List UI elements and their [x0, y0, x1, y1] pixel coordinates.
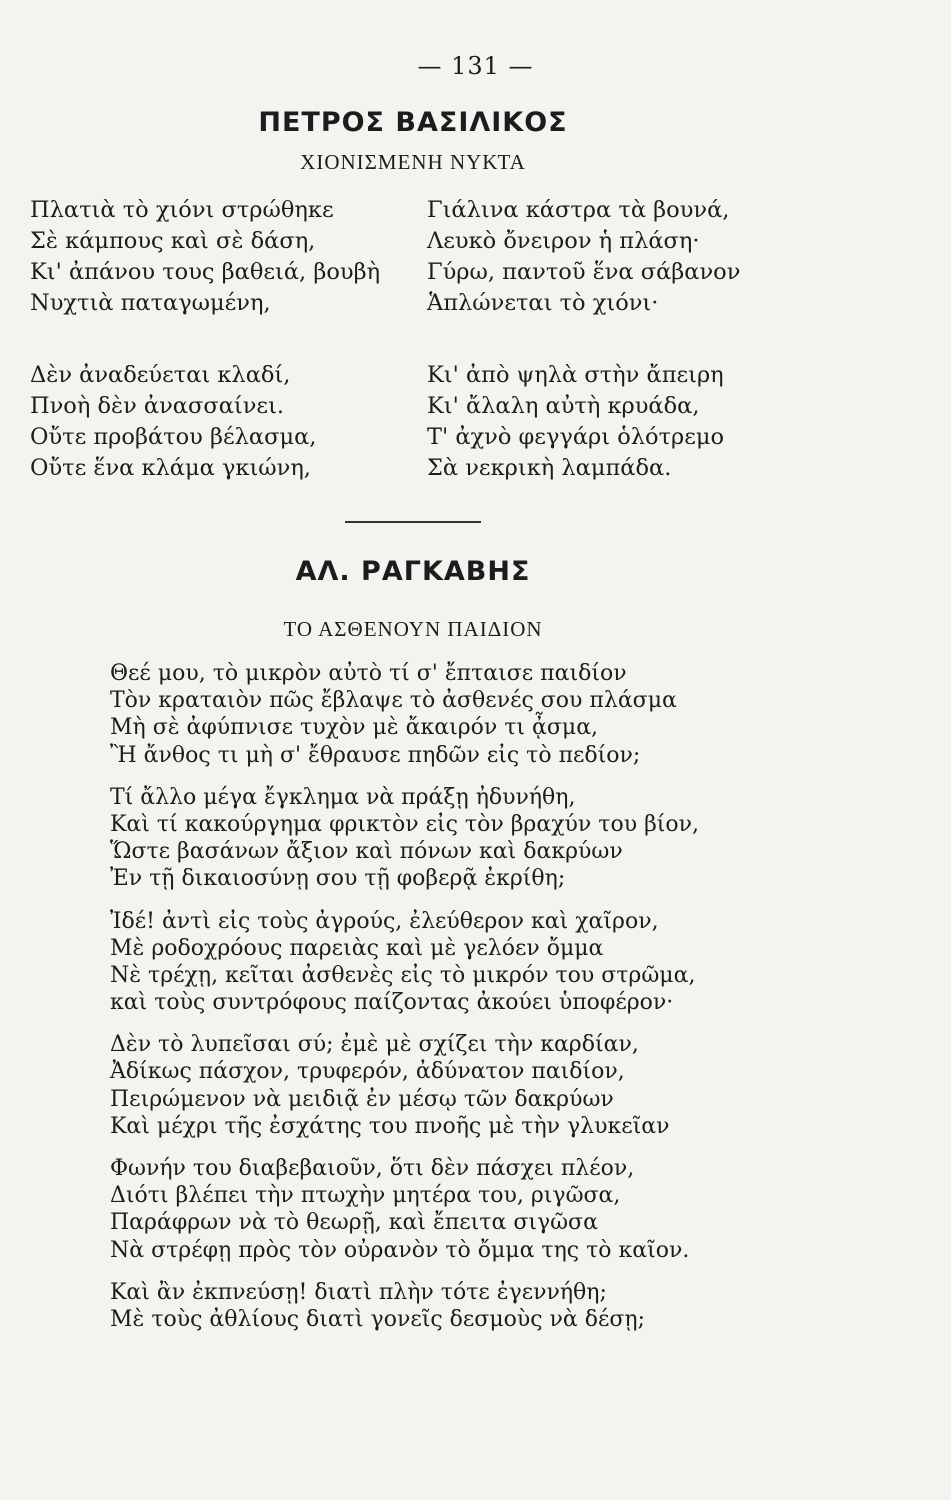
verse-line: Ὥστε βασάνων ἄξιον καὶ πόνων καὶ δακρύων: [110, 839, 623, 865]
verse-line: Καὶ ἂν ἐκπνεύσῃ! διατὶ πλὴν τότε ἐγεννήθη;: [110, 1279, 607, 1305]
verse-line: Φωνήν του διαβεβαιοῦν, ὅτι δὲν πάσχει πλέον,: [110, 1156, 635, 1181]
verse-line: Σὰ νεκρικὴ λαμπάδα.: [427, 455, 672, 481]
page-number: — 131 —: [417, 52, 534, 80]
verse-line: Λευκὸ ὄνειρον ἡ πλάση·: [427, 228, 700, 254]
poem1-author: ΠΕΤΡΟΣ ΒΑΣΙΛΙΚΟΣ: [258, 107, 568, 138]
verse-line: Παράφρων νὰ τὸ θεωρῇ, καὶ ἔπειτα σιγῶσα: [110, 1210, 598, 1236]
verse-line: Οὔτε προβάτου βέλασμα,: [30, 424, 317, 450]
verse-line: Σὲ κάμπους καὶ σὲ δάση,: [30, 228, 316, 254]
verse-line: Μὴ σὲ ἀφύπνισε τυχὸν μὲ ἄκαιρόν τι ᾆσμα,: [110, 715, 599, 741]
poem1-stanza1-left: [30, 195, 380, 319]
verse-line: Πειρώμενον νὰ μειδιᾷ ἐν μέσῳ τῶν δακρύων: [110, 1086, 614, 1112]
verse-line: Μὲ ροδοχρόους παρειὰς καὶ μὲ γελόεν ὄμμα: [110, 935, 604, 961]
verse-line: Νὲ τρέχῃ, κεῖται ἀσθενὲς εἰς τὸ μικρόν του στρῶμα,: [110, 962, 696, 988]
stanza: [110, 660, 699, 769]
verse-line: Ἁπλώνεται τὸ χιόνι·: [427, 290, 659, 316]
stanza: [110, 1279, 699, 1333]
section-divider: [345, 521, 481, 523]
poem2-body: [110, 660, 699, 1348]
verse-line: Νυχτιὰ παταγωμένη,: [30, 290, 271, 316]
verse-line: Κι' ἀπὸ ψηλὰ στὴν ἄπειρη: [427, 362, 724, 388]
verse-line: Ἐν τῇ δικαιοσύνῃ σου τῇ φοβερᾷ ἐκρίθη;: [110, 866, 566, 892]
verse-line: Κι' ἄλαλη αὐτὴ κρυάδα,: [427, 393, 700, 419]
verse-line: Οὔτε ἕνα κλάμα γκιώνη,: [30, 455, 311, 481]
verse-line: καὶ τοὺς συντρόφους παίζοντας ἀκούει ὑποφέρον·: [110, 990, 674, 1016]
verse-line: Ἢ ἄνθος τι μὴ σ' ἔθραυσε πηδῶν εἰς τὸ πεδίον;: [110, 742, 641, 768]
verse-line: Γύρω, παντοῦ ἕνα σάβανον: [427, 259, 741, 285]
poem1-title: ΧΙΟΝΙΣΜΕΝΗ ΝΥΚΤΑ: [300, 150, 526, 174]
verse-line: Κι' ἀπάνου τους βαθειά, βουβὴ: [30, 259, 381, 285]
verse-line: Πλατιὰ τὸ χιόνι στρώθηκε: [30, 197, 334, 223]
verse-line: Τὸν κραταιὸν πῶς ἔβλαψε τὸ ἀσθενές σου πλάσμα: [110, 688, 677, 714]
verse-line: Καὶ τί κακούργημα φρικτὸν εἰς τὸν βραχύν του βίον,: [110, 811, 700, 837]
verse-line: Ἰδέ! ἀντὶ εἰς τοὺς ἀγρούς, ἐλεύθερον καὶ χαῖρον,: [110, 908, 659, 934]
verse-line: Δὲν ἀναδεύεται κλαδί,: [30, 362, 291, 388]
verse-line: Θεέ μου, τὸ μικρὸν αὐτὸ τί σ' ἔπταισε παιδίον: [110, 661, 627, 686]
stanza: [110, 1031, 699, 1140]
poem1-stanza2-right: [427, 360, 724, 484]
verse-line: Ἀδίκως πάσχον, τρυφερόν, ἀδύνατον παιδίον,: [110, 1059, 625, 1085]
stanza: [110, 784, 699, 893]
verse-line: Πνοὴ δὲν ἀνασσαίνει.: [30, 393, 285, 419]
poem1-stanza2-left: [30, 360, 316, 484]
verse-line: Νὰ στρέφῃ πρὸς τὸν οὐρανὸν τὸ ὄμμα της τὸ καῖον.: [110, 1237, 690, 1263]
poem1-stanza1-right: [427, 195, 740, 319]
stanza: [110, 1155, 699, 1264]
verse-line: Μὲ τοὺς ἀθλίους διατὶ γονεῖς δεσμοὺς νὰ δέσῃ;: [110, 1306, 646, 1332]
verse-line: Καὶ μέχρι τῆς ἐσχάτης του πνοῆς μὲ τὴν γλυκεῖαν: [110, 1113, 670, 1139]
verse-line: Τ' ἀχνὸ φεγγάρι ὁλότρεμο: [427, 424, 725, 450]
poem2-title: ΤΟ ΑΣΘΕΝΟΥΝ ΠΑΙΔΙΟΝ: [283, 617, 543, 641]
verse-line: Γιάλινα κάστρα τὰ βουνά,: [427, 197, 730, 223]
verse-line: Διότι βλέπει τὴν πτωχὴν μητέρα του, ριγῶσα,: [110, 1183, 621, 1209]
stanza: [110, 908, 699, 1017]
poem2-author: ΑΛ. ΡΑΓΚΑΒΗΣ: [295, 556, 531, 587]
verse-line: Τί ἄλλο μέγα ἔγκλημα νὰ πράξῃ ἠδυνήθη,: [110, 784, 576, 810]
verse-line: Δὲν τὸ λυπεῖσαι σύ; ἐμὲ μὲ σχίζει τὴν καρδίαν,: [110, 1032, 639, 1058]
